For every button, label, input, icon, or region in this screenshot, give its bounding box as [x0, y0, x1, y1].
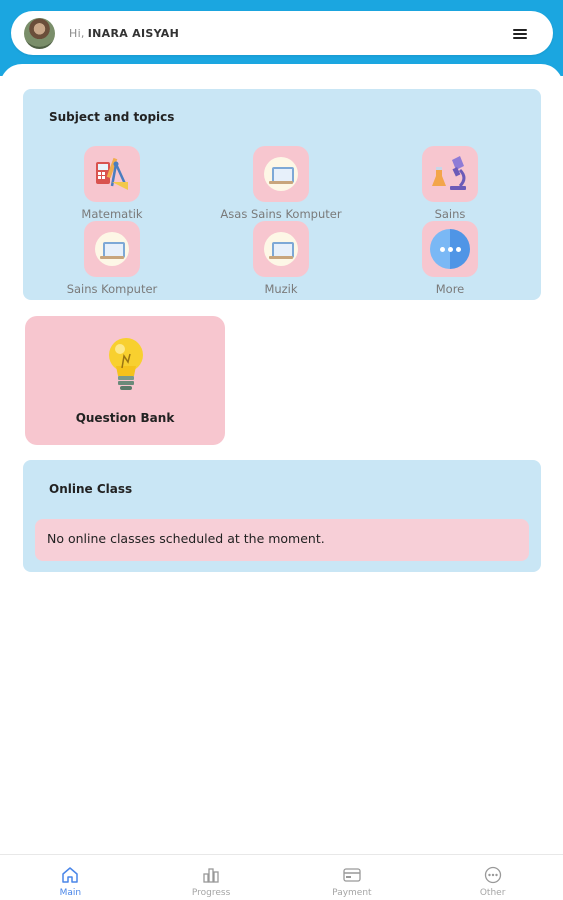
nav-item-other[interactable] [422, 855, 563, 900]
app-header [11, 11, 553, 55]
bottom-nav [0, 854, 563, 900]
greeting [69, 27, 179, 40]
online-class-card [23, 460, 541, 572]
nav-item-progress[interactable] [141, 855, 282, 900]
laptop-icon [264, 232, 298, 266]
user-name: INARA AISYAH [87, 26, 180, 40]
subject-asas-sains-komputer[interactable] [201, 146, 361, 221]
question-bank-label: Question Bank [75, 411, 175, 425]
subject-matematik[interactable] [32, 146, 192, 221]
subject-label: Sains Komputer [66, 282, 158, 296]
microscope-icon [430, 154, 470, 194]
empty-state-message: No online classes scheduled at the moment. [35, 519, 529, 561]
menu-icon[interactable] [513, 27, 529, 39]
subject-label: Sains [434, 207, 466, 221]
more-dots-icon [430, 229, 470, 269]
subject-tile [253, 146, 309, 202]
lightbulb-icon [106, 336, 146, 394]
avatar[interactable] [24, 18, 55, 49]
subject-muzik[interactable] [201, 221, 361, 296]
subject-label: Muzik [264, 282, 298, 296]
nav-label: Other [479, 888, 506, 898]
online-class-title: Online Class [49, 482, 133, 496]
subjects-title: Subject and topics [49, 110, 175, 124]
nav-label: Main [59, 888, 82, 898]
nav-item-main[interactable] [0, 855, 141, 900]
subject-label: More [435, 282, 465, 296]
subject-tile [84, 146, 140, 202]
nav-item-payment[interactable] [282, 855, 423, 900]
math-tools-icon [92, 154, 132, 194]
subject-label: Asas Sains Komputer [220, 207, 342, 221]
nav-label: Payment [332, 888, 372, 898]
nav-label: Progress [191, 888, 231, 898]
laptop-icon [95, 232, 129, 266]
bar-chart-icon [201, 865, 221, 885]
subject-tile [422, 221, 478, 277]
more-circle-icon [483, 865, 503, 885]
subjects-card [23, 89, 541, 300]
subject-sains-komputer[interactable] [32, 221, 192, 296]
subject-sains[interactable] [370, 146, 530, 221]
card-icon [342, 865, 362, 885]
subject-label: Matematik [81, 207, 143, 221]
subject-tile [253, 221, 309, 277]
subject-more[interactable] [370, 221, 530, 296]
question-bank-card[interactable] [25, 316, 225, 445]
laptop-icon [264, 157, 298, 191]
subject-tile [422, 146, 478, 202]
greeting-prefix: Hi, [69, 26, 85, 40]
subject-tile [84, 221, 140, 277]
home-icon [60, 865, 80, 885]
